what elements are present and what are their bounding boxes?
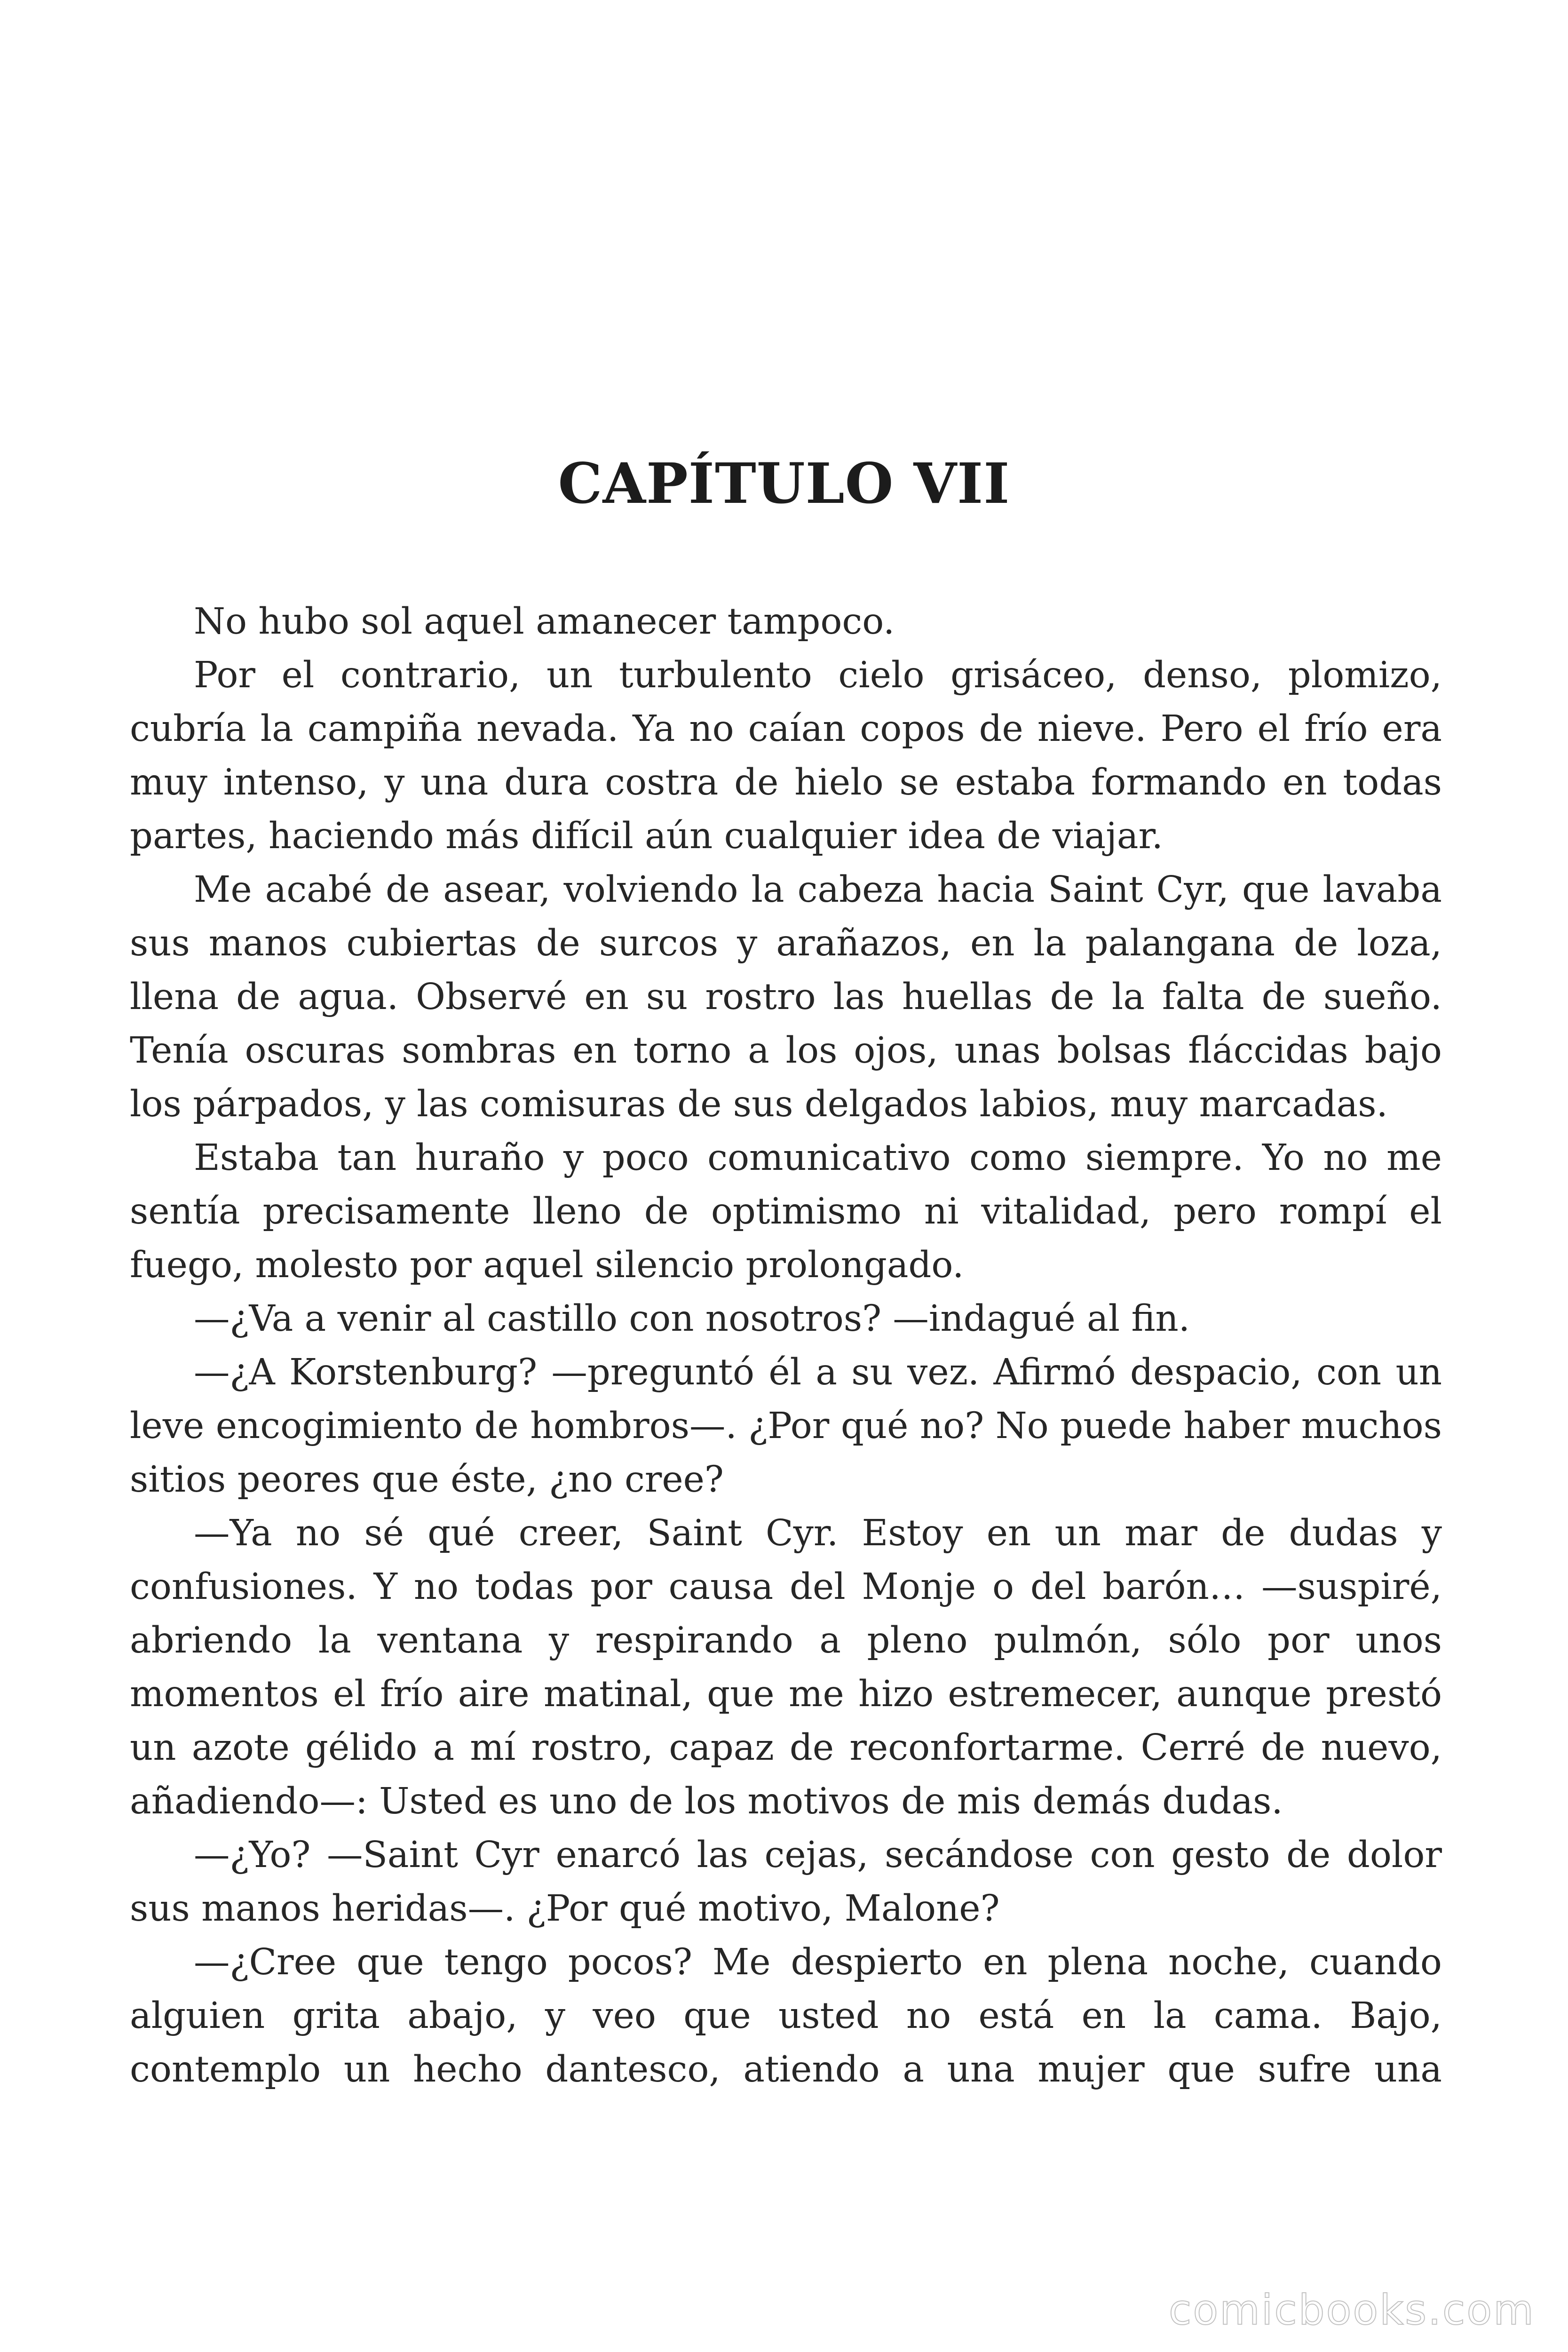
watermark: comicbooks.com xyxy=(1168,2286,1535,2334)
paragraph: —¿Yo? —Saint Cyr enarcó las cejas, secándose con gesto de dolor sus manos heridas—. ¿Por qué motivo, Malone? xyxy=(130,1834,1442,1930)
paragraph: —¿A Korstenburg? —preguntó él a su vez. Afirmó despacio, con un leve encogimiento de hombros—. ¿Por qué no? No puede haber muchos sitios peores que éste, ¿no cree? xyxy=(130,1351,1442,1501)
chapter-body xyxy=(130,595,1442,2097)
paragraph-continued: —¿Cree que tengo pocos? Me despierto en plena noche, cuando alguien grita abajo, y veo que usted no está en la cama. Bajo, contemplo un hecho dantesco, atiendo a una mujer que sufre una xyxy=(130,1941,1442,2090)
paragraph: Me acabé de asear, volviendo la cabeza hacia Saint Cyr, que lavaba sus manos cubiertas de surcos y arañazos, en la palangana de loza, llena de agua. Observé en su rostro las huellas de la falta de sueño. Tenía oscuras sombras en torno a los ojos, unas bolsas fláccidas bajo los párpados, y las comisuras de sus delgados labios, muy marcadas. xyxy=(130,869,1442,1125)
paragraph: —¿Va a venir al castillo con nosotros? —indagué al fin. xyxy=(194,1298,1190,1340)
paragraph: Por el contrario, un turbulento cielo grisáceo, denso, plomizo, cubría la campiña nevada. Ya no caían copos de nieve. Pero el frío era muy intenso, y una dura costra de hielo se estaba formando en todas partes, haciendo más difícil aún cualquier idea de viajar. xyxy=(130,654,1442,857)
paragraph: —Ya no sé qué creer, Saint Cyr. Estoy en un mar de dudas y confusiones. Y no todas por causa del Monje o del barón… —suspiré, abriendo la ventana y respirando a pleno pulmón, sólo por unos momentos el frío aire matinal, que me hizo estremecer, aunque prestó un azote gélido a mí rostro, capaz de reconfortarme. Cerré de nuevo, añadiendo—: Usted es uno de los motivos de mis demás dudas. xyxy=(130,1512,1442,1822)
paragraph: No hubo sol aquel amanecer tampoco. xyxy=(194,601,895,643)
paragraph: Estaba tan huraño y poco comunicativo como siempre. Yo no me sentía precisamente lleno de optimismo ni vitalidad, pero rompí el fuego, molesto por aquel silencio prolongado. xyxy=(130,1137,1442,1286)
chapter-title: CAPÍTULO VII xyxy=(558,451,1010,516)
